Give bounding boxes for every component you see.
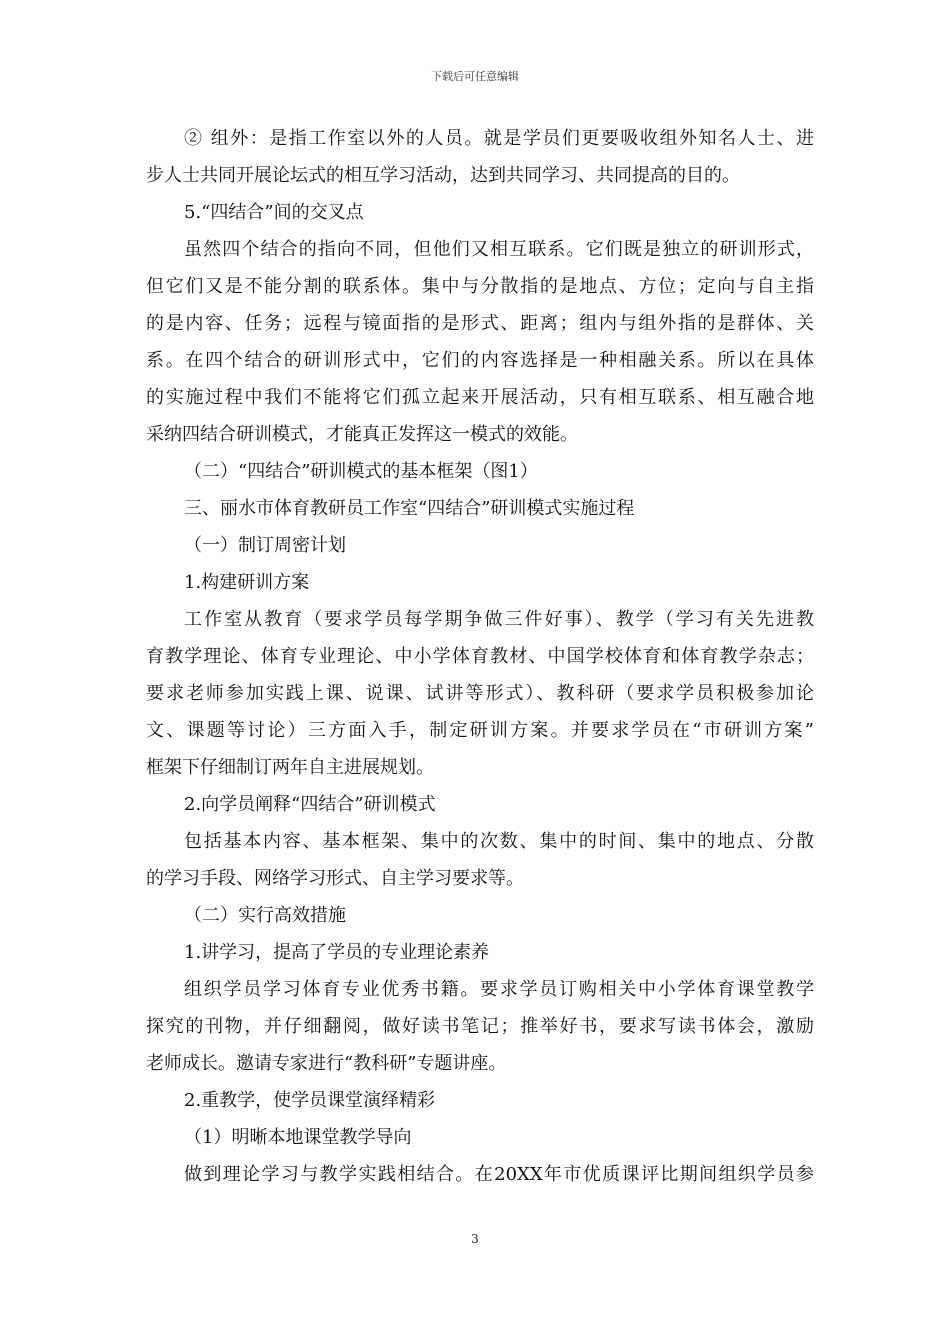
paragraph-line: 组织学员学习体育专业优秀书籍。要求学员订购相关中小学体育课堂教学 [184,979,814,1000]
section-heading: 1.讲学习，提高了学员的专业理论素养 [184,942,490,963]
paragraph-line: 采纳四结合研训模式，才能真正发挥这一模式的效能。 [146,424,578,445]
page-number: 3 [471,1232,479,1246]
paragraph-line: 框架下仔细制订两年自主进展规划。 [146,757,434,778]
paragraph-line: ② 组外：是指工作室以外的人员。就是学员们更要吸收组外知名人士、进 [184,128,814,149]
page-header: 下载后可任意编辑 [431,70,519,83]
paragraph-line: 但它们又是不能分割的联系体。集中与分散指的是地点、方位；定向与自主指 [146,276,814,297]
paragraph-line: 做到理论学习与教学实践相结合。在20XX年市优质课评比期间组织学员参 [184,1164,814,1185]
paragraph-line: 育教学理论、体育专业理论、中小学体育教材、中国学校体育和体育教学杂志； [146,646,814,667]
section-heading: （二）实行高效措施 [184,905,346,926]
paragraph-line: 文、课题等讨论）三方面入手，制定研训方案。并要求学员在“市研训方案” [146,720,814,741]
document-body [146,120,814,1193]
section-heading: 三、丽水市体育教研员工作室“四结合”研训模式实施过程 [184,498,635,519]
section-heading: （二）“四结合”研训模式的基本框架（图1） [184,461,538,482]
section-heading: （1）明晰本地课堂教学导向 [184,1127,412,1148]
paragraph-line: 工作室从教育（要求学员每学期争做三件好事）、教学（学习有关先进教 [184,609,814,630]
paragraph-line: 的实施过程中我们不能将它们孤立起来开展活动，只有相互联系、相互融合地 [146,387,814,408]
paragraph-line: 老师成长。邀请专家进行“教科研”专题讲座。 [146,1053,507,1074]
paragraph-line: 的学习手段、网络学习形式、自主学习要求等。 [146,868,524,889]
paragraph-line: 系。在四个结合的研训形式中，它们的内容选择是一种相融关系。所以在具体 [146,350,814,371]
paragraph-line: 探究的刊物，并仔细翻阅，做好读书笔记；推举好书，要求写读书体会，激励 [146,1016,814,1037]
section-heading: 2.向学员阐释“四结合”研训模式 [184,794,436,815]
section-heading: 5.“四结合”间的交叉点 [184,202,364,223]
paragraph-line: 步人士共同开展论坛式的相互学习活动，达到共同学习、共同提高的目的。 [146,165,740,186]
section-heading: （一）制订周密计划 [184,535,346,556]
section-heading: 1.构建研训方案 [184,572,310,593]
paragraph-line: 的是内容、任务；远程与镜面指的是形式、距离；组内与组外指的是群体、关 [146,313,814,334]
section-heading: 2.重教学，使学员课堂演绎精彩 [184,1090,436,1111]
paragraph-line: 虽然四个结合的指向不同，但他们又相互联系。它们既是独立的研训形式， [184,239,814,260]
paragraph-line: 包括基本内容、基本框架、集中的次数、集中的时间、集中的地点、分散 [184,831,814,852]
paragraph-line: 要求老师参加实践上课、说课、试讲等形式）、教科研（要求学员积极参加论 [146,683,814,704]
